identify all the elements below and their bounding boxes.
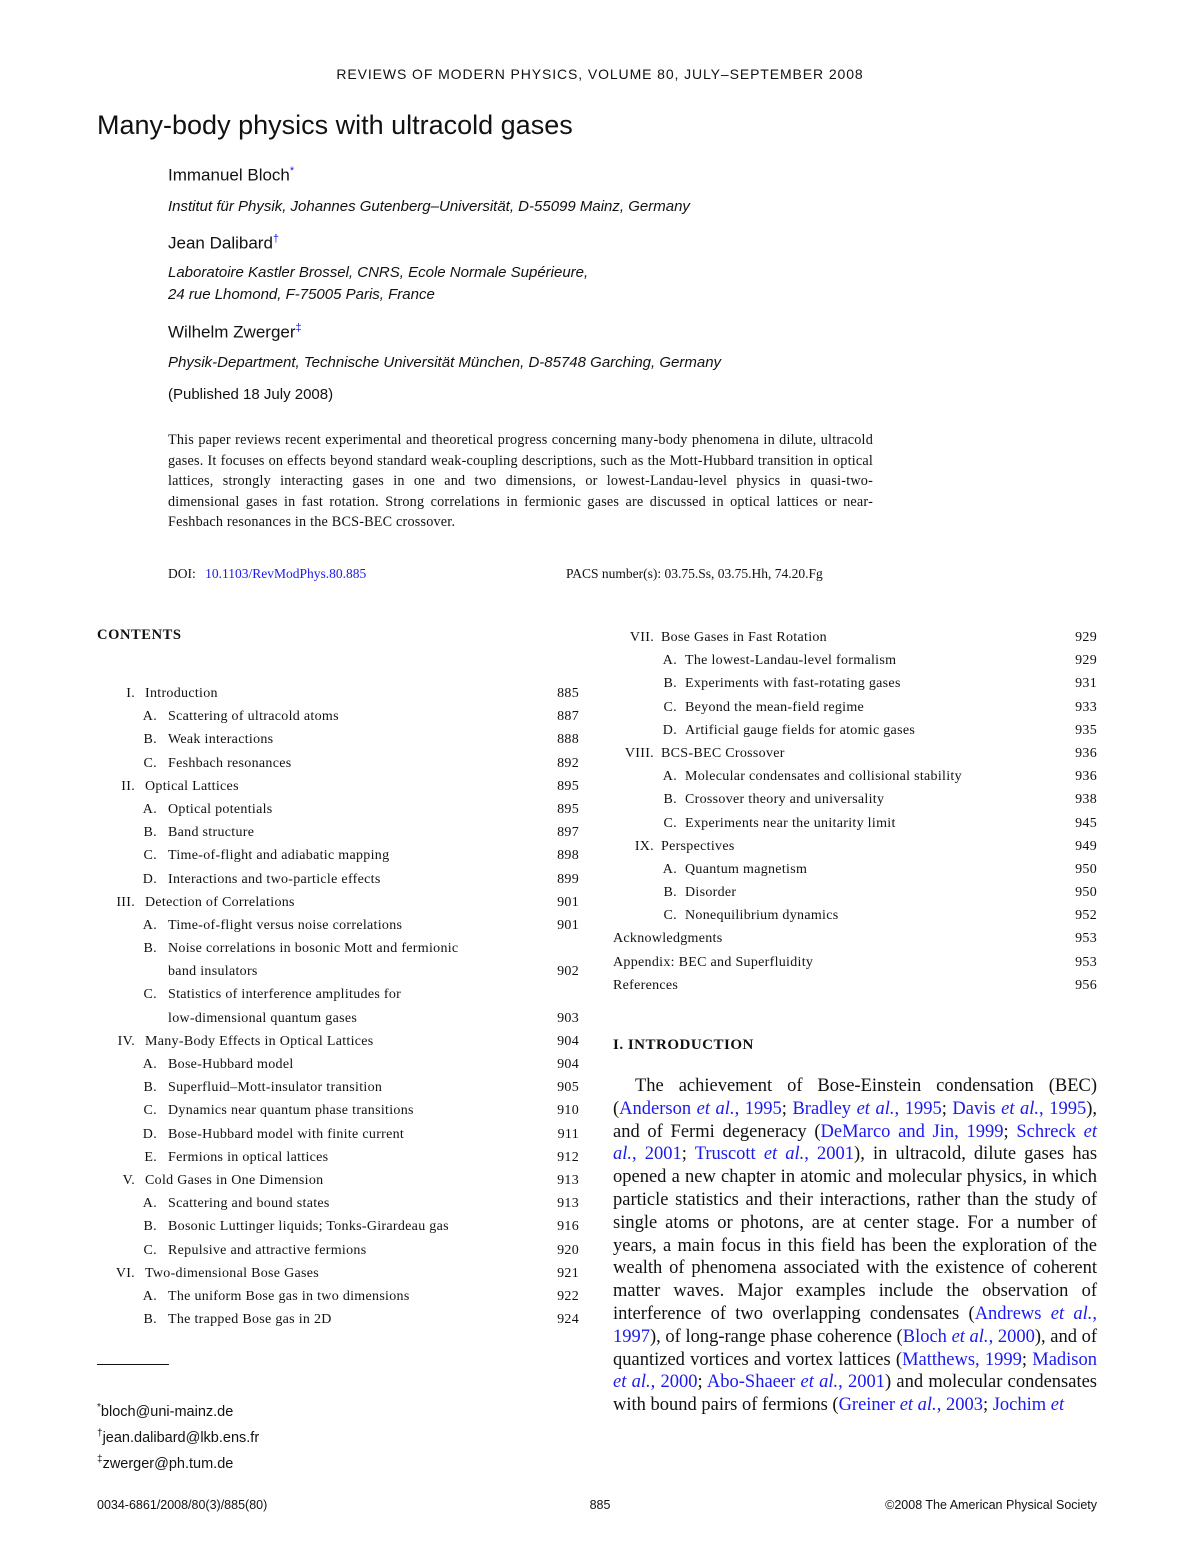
toc-entry-number: D. bbox=[142, 871, 157, 887]
toc-entry-page: 899 bbox=[557, 871, 579, 887]
toc-entry-number: A. bbox=[142, 1057, 157, 1072]
toc-entry-page: 952 bbox=[1075, 908, 1097, 924]
toc-entry[interactable] bbox=[613, 927, 1097, 950]
toc-entry-label: Bose Gases in Fast Rotation bbox=[661, 630, 827, 645]
affiliation-line: Physik-Department, Technische Universität München, D-85748 Garching, Germany bbox=[168, 354, 722, 371]
toc-entry-label: Two-dimensional Bose Gases bbox=[145, 1265, 320, 1281]
footnote-rule bbox=[97, 1364, 169, 1365]
toc-entry-page: 910 bbox=[557, 1103, 579, 1119]
toc-entry-label: Dynamics near quantum phase transitions bbox=[168, 1103, 414, 1119]
toc-entry-label: Time-of-flight and adiabatic mapping bbox=[168, 848, 390, 864]
toc-entry-number: A. bbox=[142, 801, 157, 817]
author-name: Wilhelm Zwerger bbox=[168, 322, 296, 342]
footnote-bloch: *bloch@uni-mainz.de bbox=[97, 1402, 234, 1420]
citation-link[interactable]: et al. bbox=[1050, 1303, 1093, 1324]
toc-entry-label: Perspectives bbox=[661, 838, 735, 854]
toc-entry-label: Feshbach resonances bbox=[168, 755, 292, 771]
toc-entry[interactable] bbox=[613, 835, 1097, 858]
author-dalibard bbox=[168, 233, 279, 254]
toc-entry[interactable] bbox=[613, 696, 1097, 719]
toc-entry[interactable] bbox=[97, 983, 579, 1006]
citation-link[interactable]: , 2003 bbox=[936, 1395, 983, 1416]
citation-link[interactable]: Greiner bbox=[838, 1395, 900, 1416]
toc-entry-page: 916 bbox=[557, 1219, 579, 1235]
footnote-mark-link[interactable]: † bbox=[272, 233, 280, 245]
toc-entry-page: 912 bbox=[557, 1149, 579, 1165]
citation-link[interactable]: et al. bbox=[1001, 1098, 1040, 1119]
toc-entry-page: 898 bbox=[557, 848, 579, 864]
author-name: Immanuel Bloch bbox=[168, 165, 290, 185]
toc-entry-label: Scattering and bound states bbox=[168, 1196, 330, 1212]
toc-entry-number: C. bbox=[143, 848, 157, 864]
citation-link[interactable]: Anderson bbox=[619, 1098, 697, 1119]
toc-entry-label: Weak interactions bbox=[168, 732, 274, 748]
toc-entry-page: 949 bbox=[1075, 838, 1097, 854]
intro-text-run: ), of long-range phase coherence ( bbox=[650, 1326, 903, 1347]
intro-text-run: ), and of Fermi degeneracy ( bbox=[613, 1098, 1098, 1142]
toc-entry[interactable] bbox=[97, 705, 579, 728]
toc-entry-page: 897 bbox=[557, 825, 579, 841]
toc-entry-page: 892 bbox=[557, 755, 579, 771]
intro-text-run: ; bbox=[1021, 1349, 1033, 1370]
toc-entry-page: 920 bbox=[557, 1242, 579, 1258]
toc-entry[interactable] bbox=[97, 1123, 579, 1146]
citation-link[interactable]: , 1997 bbox=[613, 1303, 1097, 1347]
toc-entry-label: Artificial gauge fields for atomic gases bbox=[685, 722, 916, 738]
toc-entry-label: Noise correlations in bosonic Mott and fermionic bbox=[168, 941, 459, 957]
toc-entry-number: A. bbox=[142, 1288, 157, 1304]
toc-entry-page: 950 bbox=[1075, 885, 1097, 901]
toc-entry-page: 887 bbox=[557, 709, 579, 725]
toc-entry-number: B. bbox=[143, 732, 157, 748]
introduction-text bbox=[613, 1075, 1097, 1417]
toc-entry-number: IX. bbox=[634, 838, 654, 854]
toc-entry[interactable] bbox=[97, 1169, 579, 1192]
toc-entry-label: Repulsive and attractive fermions bbox=[168, 1242, 367, 1258]
toc-entry-page: 921 bbox=[557, 1265, 579, 1281]
toc-entry-label: Scattering of ultracold atoms bbox=[168, 709, 339, 725]
toc-entry-label: The trapped Bose gas in 2D bbox=[168, 1312, 332, 1328]
toc-entry[interactable] bbox=[613, 672, 1097, 695]
toc-entry-label: Beyond the mean-field regime bbox=[685, 699, 865, 715]
abstract: This paper reviews recent experimental and theoretical progress concerning many-body phenomena in dilute, ultracold gases. It focuses on effects beyond standard weak-coupling descriptions, such as the Mott-Hubbard transition in optical lattices, strongly interacting gases in one and two dimensions, or lowest-Landau-level physics in quasi-two-dimensional gases in fast rotation. Strong correlations in fermionic gases are discussed in optical lattices or near-Feshbach resonances in the BCS-BEC crossover. bbox=[168, 432, 873, 530]
author-bloch bbox=[168, 165, 294, 186]
toc-entry[interactable] bbox=[97, 914, 579, 937]
footnote-email: zwerger@ph.tum.de bbox=[102, 1455, 234, 1472]
toc-entry-number: C. bbox=[663, 815, 677, 831]
toc-entry-number: C. bbox=[663, 699, 677, 715]
toc-entry-number: C. bbox=[143, 987, 157, 1003]
toc-entry-label: Quantum magnetism bbox=[685, 861, 808, 877]
footnotes bbox=[97, 1397, 259, 1474]
pacs-numbers: PACS number(s): 03.75.Ss, 03.75.Hh, 74.20.Fg bbox=[566, 566, 823, 581]
toc-entry-number: VIII. bbox=[624, 745, 654, 761]
toc-entry-number: IV. bbox=[117, 1033, 135, 1049]
toc-entry[interactable] bbox=[613, 719, 1097, 742]
toc-entry-number: II. bbox=[121, 778, 135, 794]
toc-entry-page: 953 bbox=[1075, 954, 1097, 970]
toc-entry[interactable] bbox=[613, 974, 1097, 997]
toc-entry[interactable] bbox=[97, 891, 579, 914]
intro-text-run: ), and of quantized vortices and vortex lattices ( bbox=[613, 1326, 1097, 1370]
citation-link[interactable]: et bbox=[1050, 1395, 1065, 1416]
intro-text-run: ; bbox=[941, 1098, 953, 1119]
toc-entry-label: Crossover theory and universality bbox=[685, 792, 885, 808]
citation-link[interactable]: Madison bbox=[1032, 1349, 1097, 1370]
toc-entry-label: Interactions and two-particle effects bbox=[168, 871, 381, 887]
toc-entry-number: A. bbox=[662, 769, 677, 785]
toc-entry[interactable] bbox=[97, 1215, 579, 1238]
toc-entry[interactable] bbox=[97, 775, 579, 798]
doi-pacs-row bbox=[168, 566, 873, 582]
toc-entry-number: III. bbox=[116, 894, 135, 910]
citation-link[interactable]: , 2000 bbox=[650, 1372, 698, 1393]
toc-entry[interactable] bbox=[97, 960, 579, 983]
toc-entry-page: 913 bbox=[557, 1172, 579, 1188]
citation-link[interactable]: Andrews bbox=[974, 1303, 1051, 1324]
toc-entry[interactable] bbox=[97, 868, 579, 891]
journal-header: REVIEWS OF MODERN PHYSICS, VOLUME 80, JULY–SEPTEMBER 2008 bbox=[336, 66, 864, 82]
toc-entry[interactable] bbox=[613, 951, 1097, 974]
toc-entry-page: 913 bbox=[557, 1196, 579, 1212]
toc-entry[interactable] bbox=[613, 858, 1097, 881]
citation-link[interactable]: , 1995 bbox=[734, 1098, 782, 1119]
affiliation-line: Laboratoire Kastler Brossel, CNRS, Ecole Normale Supérieure, bbox=[168, 264, 589, 281]
affiliation-zwerger bbox=[168, 352, 721, 374]
author-zwerger bbox=[168, 322, 302, 343]
toc-entry-number: A. bbox=[662, 653, 677, 669]
toc-entry-label: The lowest-Landau-level formalism bbox=[685, 653, 897, 669]
toc-entry-number: B. bbox=[663, 792, 677, 808]
toc-entry-page: 922 bbox=[557, 1288, 579, 1304]
toc-entry-label: The uniform Bose gas in two dimensions bbox=[168, 1288, 410, 1304]
footnote-mark-link[interactable]: * bbox=[289, 165, 295, 177]
toc-entry-label: Band structure bbox=[168, 825, 255, 841]
citation-link[interactable]: Schreck bbox=[1016, 1121, 1084, 1142]
contents-heading: CONTENTS bbox=[97, 627, 182, 643]
toc-entry-number: VI. bbox=[115, 1265, 135, 1281]
toc-entry-label: Experiments near the unitarity limit bbox=[685, 815, 896, 831]
toc-entry-label: Many-Body Effects in Optical Lattices bbox=[145, 1033, 374, 1049]
toc-entry[interactable] bbox=[613, 649, 1097, 672]
toc-entry[interactable] bbox=[613, 626, 1097, 649]
toc-entry-page: 950 bbox=[1075, 861, 1097, 877]
toc-entry-page: 895 bbox=[557, 778, 579, 794]
affiliation-line: Institut für Physik, Johannes Gutenberg–Universität, D-55099 Mainz, Germany bbox=[168, 198, 690, 215]
footnote-email: bloch@uni-mainz.de bbox=[100, 1403, 234, 1420]
toc-entry-page: 911 bbox=[557, 1126, 579, 1142]
intro-text-run: ; bbox=[681, 1144, 695, 1165]
toc-entry[interactable] bbox=[97, 1308, 579, 1331]
toc-entry-number: VII. bbox=[629, 630, 654, 645]
toc-entry-label: Optical Lattices bbox=[145, 778, 239, 794]
footer-copyright: ©2008 The American Physical Society bbox=[885, 1498, 1097, 1512]
citation-link[interactable]: et al. bbox=[613, 1372, 651, 1393]
toc-entry-page: 885 bbox=[557, 686, 579, 701]
toc-entry-number: A. bbox=[142, 709, 157, 725]
toc-entry-label: Disorder bbox=[685, 885, 737, 901]
toc-entry-page: 924 bbox=[557, 1312, 579, 1328]
citation-link[interactable]: , 1995 bbox=[894, 1098, 942, 1119]
citation-link[interactable]: et al. bbox=[856, 1098, 895, 1119]
toc-entry[interactable] bbox=[97, 1192, 579, 1215]
toc-entry-label: References bbox=[613, 977, 679, 993]
toc-entry-label: Experiments with fast-rotating gases bbox=[685, 676, 901, 692]
citation-link[interactable]: et al. bbox=[613, 1121, 1097, 1165]
toc-entry[interactable] bbox=[97, 1239, 579, 1262]
author-name: Jean Dalibard bbox=[168, 233, 273, 253]
citation-link[interactable]: Jochim bbox=[992, 1395, 1051, 1416]
toc-entry-number: I. bbox=[126, 686, 135, 701]
toc-entry-page: 931 bbox=[1075, 676, 1097, 692]
toc-entry-number: C. bbox=[143, 1103, 157, 1119]
toc-entry-number: B. bbox=[143, 1312, 157, 1328]
toc-entry[interactable] bbox=[613, 742, 1097, 765]
toc-entry-number: C. bbox=[143, 1242, 157, 1258]
toc-entry-label: Optical potentials bbox=[168, 801, 273, 817]
toc-entry-page: 902 bbox=[557, 964, 579, 980]
footer-page-number: 885 bbox=[589, 1498, 611, 1512]
toc-entry-number: B. bbox=[143, 1219, 157, 1235]
doi-link[interactable]: 10.1103/RevModPhys.80.885 bbox=[205, 566, 367, 581]
toc-entry[interactable] bbox=[613, 881, 1097, 904]
affiliation-line: 24 rue Lhomond, F-75005 Paris, France bbox=[168, 286, 435, 303]
citation-link[interactable]: et al. bbox=[696, 1098, 735, 1119]
toc-entry-label: Nonequilibrium dynamics bbox=[685, 908, 839, 924]
toc-left-column bbox=[97, 682, 579, 1331]
toc-entry[interactable] bbox=[97, 682, 579, 705]
toc-entry[interactable] bbox=[613, 812, 1097, 835]
toc-entry[interactable] bbox=[613, 765, 1097, 788]
toc-entry[interactable] bbox=[97, 1099, 579, 1122]
toc-entry-label: Bose-Hubbard model with finite current bbox=[168, 1126, 405, 1142]
toc-entry[interactable] bbox=[97, 1285, 579, 1308]
toc-entry[interactable] bbox=[97, 1076, 579, 1099]
footnote-zwerger: ‡zwerger@ph.tum.de bbox=[97, 1453, 234, 1472]
toc-entry-number: B. bbox=[143, 1080, 157, 1096]
toc-entry-page: 953 bbox=[1075, 931, 1097, 947]
toc-entry-label: Statistics of interference amplitudes for bbox=[168, 987, 402, 1003]
toc-entry[interactable] bbox=[613, 788, 1097, 811]
affiliation-dalibard bbox=[168, 262, 588, 306]
toc-entry-number: C. bbox=[663, 908, 677, 924]
citation-link[interactable]: DeMarco and Jin, 1999 bbox=[820, 1121, 1004, 1142]
citation-link[interactable]: et al. bbox=[899, 1395, 937, 1416]
toc-entry-page: 901 bbox=[557, 917, 579, 933]
toc-entry-number: B. bbox=[143, 825, 157, 841]
citation-link[interactable]: et al. bbox=[951, 1326, 989, 1347]
introduction-paragraph bbox=[613, 1075, 1097, 1417]
citation-link[interactable]: , 1995 bbox=[1039, 1098, 1087, 1119]
toc-entry-page: 929 bbox=[1075, 653, 1097, 669]
toc-entry-page: 936 bbox=[1075, 745, 1097, 761]
toc-entry-number: A. bbox=[142, 917, 157, 933]
toc-entry-page: 904 bbox=[557, 1057, 579, 1072]
toc-entry-page: 888 bbox=[557, 732, 579, 748]
affiliation-bloch bbox=[168, 196, 690, 218]
toc-entry[interactable] bbox=[613, 904, 1097, 927]
toc-right-column bbox=[613, 626, 1097, 997]
toc-entry-number: C. bbox=[143, 755, 157, 771]
published-date: (Published 18 July 2008) bbox=[168, 386, 334, 403]
citation-link[interactable]: Davis bbox=[952, 1098, 1002, 1119]
citation-link[interactable]: , 2001 bbox=[804, 1144, 855, 1165]
citation-link[interactable]: et al. bbox=[763, 1144, 805, 1165]
toc-entry[interactable] bbox=[97, 752, 579, 775]
toc-entry-number: B. bbox=[663, 885, 677, 901]
toc-entry-page: 903 bbox=[557, 1010, 579, 1026]
toc-entry-label: Superfluid–Mott-insulator transition bbox=[168, 1080, 383, 1096]
toc-entry-page: 936 bbox=[1075, 769, 1097, 785]
toc-entry-page: 895 bbox=[557, 801, 579, 817]
toc-entry-label: Detection of Correlations bbox=[145, 894, 295, 910]
toc-entry-label: Acknowledgments bbox=[613, 931, 723, 947]
citation-link[interactable]: Bradley bbox=[792, 1098, 857, 1119]
section-heading-introduction: I. INTRODUCTION bbox=[613, 1037, 754, 1053]
citation-link[interactable]: Abo-Shaeer bbox=[706, 1372, 801, 1393]
toc-entry-label: Time-of-flight versus noise correlations bbox=[168, 917, 403, 933]
footnote-dalibard: †jean.dalibard@lkb.ens.fr bbox=[97, 1427, 260, 1446]
paper-title: Many-body physics with ultracold gases bbox=[97, 110, 573, 140]
citation-link[interactable]: et al. bbox=[800, 1372, 839, 1393]
toc-entry-page: 956 bbox=[1075, 977, 1097, 993]
toc-entry-page: 901 bbox=[557, 894, 579, 910]
toc-entry[interactable] bbox=[97, 1262, 579, 1285]
intro-text-run: ), in ultracold, dilute gases has opened a new chapter in atomic and molecular physics, in which particle statistics and their interactions, rather than the study of single atoms or photons, are at center stage. For a number of years, a main focus in this field has been the exploration of the wealth of phenomena associated with the existence of coherent matter waves. Major examples include the observation of interference of two overlapping condensates ( bbox=[613, 1144, 1098, 1324]
intro-text-run: The achievement of Bose-Einstein condensation (BEC) ( bbox=[613, 1076, 1097, 1119]
toc-entry-number: B. bbox=[663, 676, 677, 692]
citation-link[interactable]: , 2000 bbox=[988, 1326, 1035, 1347]
toc-entry[interactable] bbox=[97, 1007, 579, 1030]
toc-entry[interactable] bbox=[97, 844, 579, 867]
toc-entry-number: V. bbox=[122, 1172, 135, 1188]
citation-link[interactable]: Bloch bbox=[902, 1326, 952, 1347]
toc-entry-number: E. bbox=[144, 1149, 157, 1165]
toc-entry-page: 935 bbox=[1075, 722, 1097, 738]
toc-entry-label: low-dimensional quantum gases bbox=[168, 1010, 358, 1026]
toc-entry[interactable] bbox=[97, 728, 579, 751]
toc-entry[interactable] bbox=[97, 937, 579, 960]
citation-link[interactable]: , 2001 bbox=[838, 1372, 886, 1393]
toc-entry-page: 945 bbox=[1075, 815, 1097, 831]
footer-issn: 0034-6861/2008/80(3)/885(80) bbox=[97, 1498, 268, 1512]
citation-link[interactable]: Matthews, 1999 bbox=[902, 1349, 1022, 1370]
toc-entry-page: 933 bbox=[1075, 699, 1097, 715]
toc-entry-number: B. bbox=[143, 941, 157, 957]
toc-entry-label: Bosonic Luttinger liquids; Tonks-Girardeau gas bbox=[168, 1219, 449, 1235]
toc-entry[interactable] bbox=[97, 821, 579, 844]
toc-entry-label: Appendix: BEC and Superfluidity bbox=[613, 954, 814, 970]
toc-entry[interactable] bbox=[97, 1030, 579, 1053]
footnote-email: jean.dalibard@lkb.ens.fr bbox=[102, 1429, 260, 1446]
toc-entry-page: 929 bbox=[1075, 630, 1097, 645]
intro-text-run: ; bbox=[1003, 1121, 1017, 1142]
citation-link[interactable]: , 2001 bbox=[632, 1144, 682, 1165]
toc-entry-label: Cold Gases in One Dimension bbox=[145, 1172, 324, 1188]
intro-text-run: ; bbox=[781, 1098, 793, 1119]
toc-entry-label: Molecular condensates and collisional stability bbox=[685, 769, 962, 785]
toc-entry-number: D. bbox=[662, 722, 677, 738]
toc-entry[interactable] bbox=[97, 798, 579, 821]
toc-entry-label: Bose-Hubbard model bbox=[168, 1057, 294, 1072]
toc-entry-number: A. bbox=[142, 1196, 157, 1212]
toc-entry-label: Introduction bbox=[145, 686, 218, 701]
intro-text-run: ; bbox=[982, 1395, 993, 1416]
intro-text-run: ; bbox=[697, 1372, 707, 1393]
toc-entry-label: Fermions in optical lattices bbox=[168, 1149, 329, 1165]
doi-label: DOI: bbox=[168, 566, 196, 581]
citation-link[interactable]: Truscott bbox=[694, 1144, 764, 1165]
footnote-mark-link[interactable]: ‡ bbox=[295, 322, 302, 334]
toc-entry[interactable] bbox=[97, 1146, 579, 1169]
toc-entry-label: band insulators bbox=[168, 964, 258, 980]
toc-entry-page: 938 bbox=[1075, 792, 1097, 808]
toc-entry-label: BCS-BEC Crossover bbox=[661, 745, 785, 761]
intro-text-run: ) and molecular condensates with bound pairs of fermions ( bbox=[613, 1372, 1097, 1416]
toc-entry-page: 905 bbox=[557, 1080, 579, 1096]
toc-entry-number: A. bbox=[662, 861, 677, 877]
toc-entry-page: 904 bbox=[557, 1033, 579, 1049]
toc-entry[interactable] bbox=[97, 1053, 579, 1076]
toc-entry-number: D. bbox=[142, 1126, 157, 1142]
